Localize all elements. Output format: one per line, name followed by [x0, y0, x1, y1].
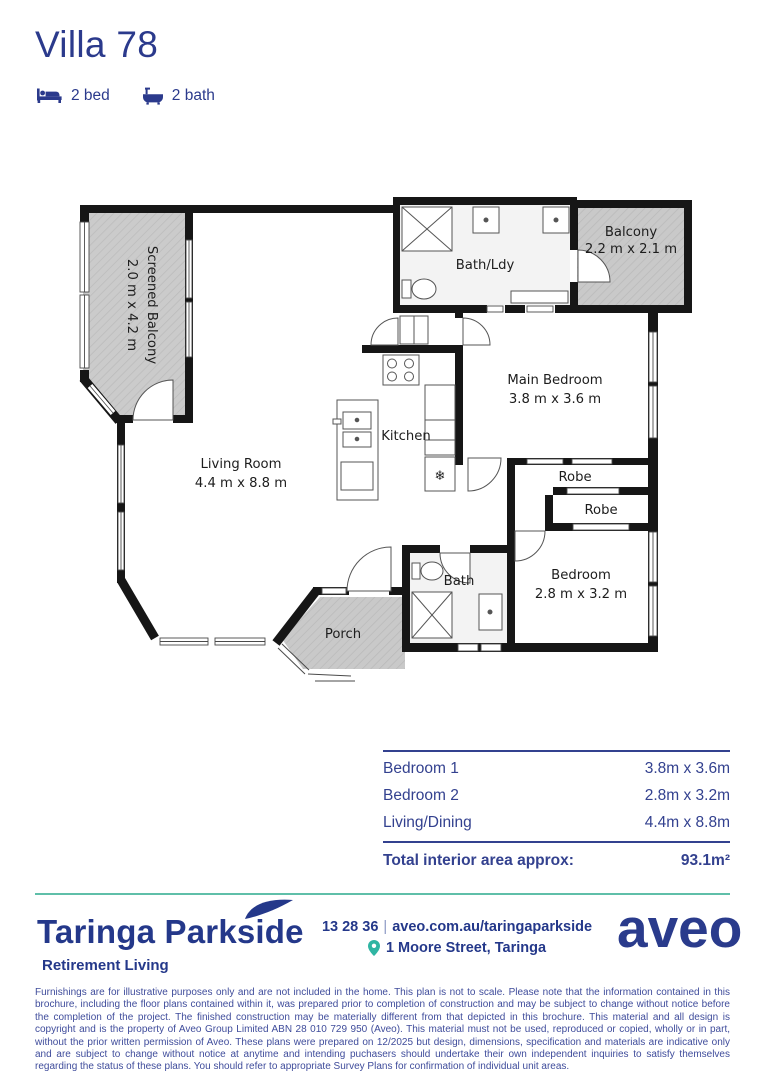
table-row	[383, 782, 730, 809]
contact-block	[296, 917, 618, 958]
room-dims-screened-balcony: 2.0 m x 4.2 m	[124, 258, 139, 352]
bathtub-icon	[142, 86, 164, 105]
kitchen-island	[333, 400, 378, 500]
room-label-bath-ldy: Bath/Ldy	[455, 258, 515, 273]
room-label-bath2: Bath	[443, 574, 475, 589]
table-row	[383, 755, 730, 782]
row-value: 4.4m x 8.8m	[644, 813, 730, 831]
toilet-bath2	[412, 562, 443, 580]
toilet-bathldy	[402, 279, 436, 299]
room-dims-living-room: 4.4 m x 8.8 m	[194, 476, 288, 491]
contact-divider: |	[383, 919, 388, 935]
property-specs	[36, 86, 237, 105]
bed-spec	[36, 87, 110, 105]
fridge-snowflake-icon: ❄	[434, 469, 446, 484]
bench-bathldy	[511, 291, 568, 303]
room-label-balcony: Balcony	[604, 225, 658, 240]
address-text: 1 Moore Street, Taringa	[385, 940, 547, 956]
total-area-label: Total interior area approx:	[383, 852, 574, 869]
room-label-main-bedroom: Main Bedroom	[507, 373, 603, 388]
row-value: 3.8m x 3.6m	[644, 759, 730, 777]
community-name: Taringa Parkside	[37, 913, 304, 950]
page-title: Villa 78	[35, 24, 159, 65]
footer-divider	[35, 893, 730, 895]
community-tagline: Retirement Living	[42, 957, 169, 974]
row-value: 2.8m x 3.2m	[644, 786, 730, 804]
contact-line1	[296, 917, 618, 937]
room-label-bedroom2: Bedroom	[551, 568, 611, 583]
bed-count-label: 2 bed	[71, 86, 110, 104]
room-label-robe1: Robe	[558, 470, 592, 485]
table-row	[383, 809, 730, 836]
room-label-robe2: Robe	[584, 503, 618, 518]
row-label: Bedroom 2	[383, 786, 459, 804]
bath-spec	[142, 86, 215, 105]
shower-bathldy	[402, 207, 452, 251]
stove	[383, 355, 419, 385]
kitchen-bench	[425, 385, 455, 455]
bed-icon	[36, 87, 63, 104]
row-label: Living/Dining	[383, 813, 472, 831]
room-label-kitchen: Kitchen	[381, 429, 431, 444]
room-label-porch: Porch	[324, 627, 362, 642]
row-label: Bedroom 1	[383, 759, 459, 777]
room-dims-main-bedroom: 3.8 m x 3.6 m	[508, 392, 602, 407]
room-dims-balcony: 2.2 m x 2.1 m	[584, 242, 678, 257]
location-pin-icon	[368, 940, 380, 956]
phone-number: 13 28 36	[321, 919, 379, 935]
total-area-row	[383, 841, 730, 870]
room-dims-bedroom2: 2.8 m x 3.2 m	[534, 587, 628, 602]
floorplan-drawing	[75, 192, 700, 692]
disclaimer-text: Furnishings are for illustrative purposes only and are not included in the home. This plan is not to scale. Please note that the information contained in this brochure, including the floor plans contained within it, was prepared prior to completion of construction and may be subject to change without notice before the completion of the project. The finished construction may be materially different from that depicted in this brochure. This material and all design is copyright and is the property of Aveo Group Limited ABN 28 010 729 950 (Aveo). This material must not be used, reproduced or copied, wholly or in part, without the prior written permission of Aveo. These plans were prepared on 12/2025 but design, dimensions, specification and materials are indicative only and are subject to change without notice at anytime and intending puchasers should undertake their own independent inquiries to satisfy themselves regarding the status of these plans. You should refer to appropriate Survey Plans for confirmation of individual unit areas.	[35, 987, 730, 1073]
dimensions-table	[383, 750, 730, 870]
shower-bath2	[412, 592, 452, 638]
contact-line2	[296, 938, 618, 958]
aveo-logo: aveo	[617, 897, 743, 959]
total-area-value: 93.1m²	[680, 852, 730, 869]
room-label-screened-balcony: Screened Balcony	[144, 245, 159, 365]
leaf-icon	[243, 897, 295, 921]
bath-count-label: 2 bath	[171, 86, 215, 104]
website-link[interactable]: aveo.com.au/taringaparkside	[392, 919, 593, 935]
room-label-living-room: Living Room	[200, 457, 282, 472]
